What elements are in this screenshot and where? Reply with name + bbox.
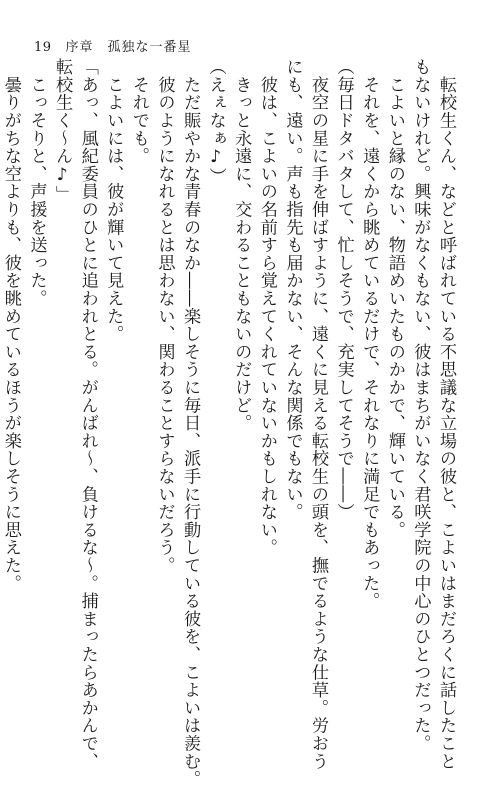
text-line: 「あっ、風紀委員のひとに追われとる。がんばれ〜、負けるな〜。捕まったらあかんで、 bbox=[77, 58, 98, 770]
text-line: こよいと縁のない、物語めいたものかかで、輝いている。 bbox=[384, 58, 405, 539]
chapter-title: 序章 孤独な一番星 bbox=[65, 40, 192, 55]
text-line: にも、遠い。声も指先も届かない、そんな関係でもない。 bbox=[282, 58, 303, 521]
text-line: こっそりと、声援を送った。 bbox=[26, 58, 47, 308]
text-line: 曇りがちな空よりも、彼を眺めているほうが楽しそうに思えた。 bbox=[0, 58, 21, 592]
vertical-body-text bbox=[0, 58, 458, 788]
page-number: 19 bbox=[34, 40, 52, 55]
text-line: きっと永遠に、交わることもないのだけど。 bbox=[231, 58, 252, 432]
text-line: 夜空の星に手を伸ばすように、遠くに見える転校生の頭を、撫でるような仕草。労おう bbox=[308, 58, 329, 770]
text-line: 彼のようになれるとは思わない、関わることすらないだろう。 bbox=[154, 58, 175, 575]
text-line: それでも。 bbox=[128, 58, 149, 165]
text-line: もないけれど。興味がなくもない、彼はまちがいなく君咲学院の中心のひとつだった。 bbox=[410, 58, 431, 753]
text-line: ただ賑やかな青春のなか――楽しそうに毎日、派手に行動している彼を、こよいは羨む。 bbox=[180, 58, 201, 788]
text-line: 転校生く〜ん♪」 bbox=[52, 58, 73, 204]
text-line: 彼は、こよいの名前すら覚えてくれていないかもしれない。 bbox=[256, 58, 277, 557]
text-line: 転校生くん、などと呼ばれている不思議な立場の彼と、こよいはまだろくに話したこと bbox=[436, 58, 456, 770]
text-line: （えぇなぁ♪） bbox=[205, 58, 226, 186]
text-line: それを、遠くから眺めているだけで、それなりに満足でもあった。 bbox=[359, 58, 380, 610]
page-header bbox=[34, 36, 192, 55]
text-line: （毎日ドタバタして、忙しそうで、充実してそうで――） bbox=[333, 58, 354, 521]
text-line: こよいには、彼が輝いて見えた。 bbox=[103, 58, 124, 343]
